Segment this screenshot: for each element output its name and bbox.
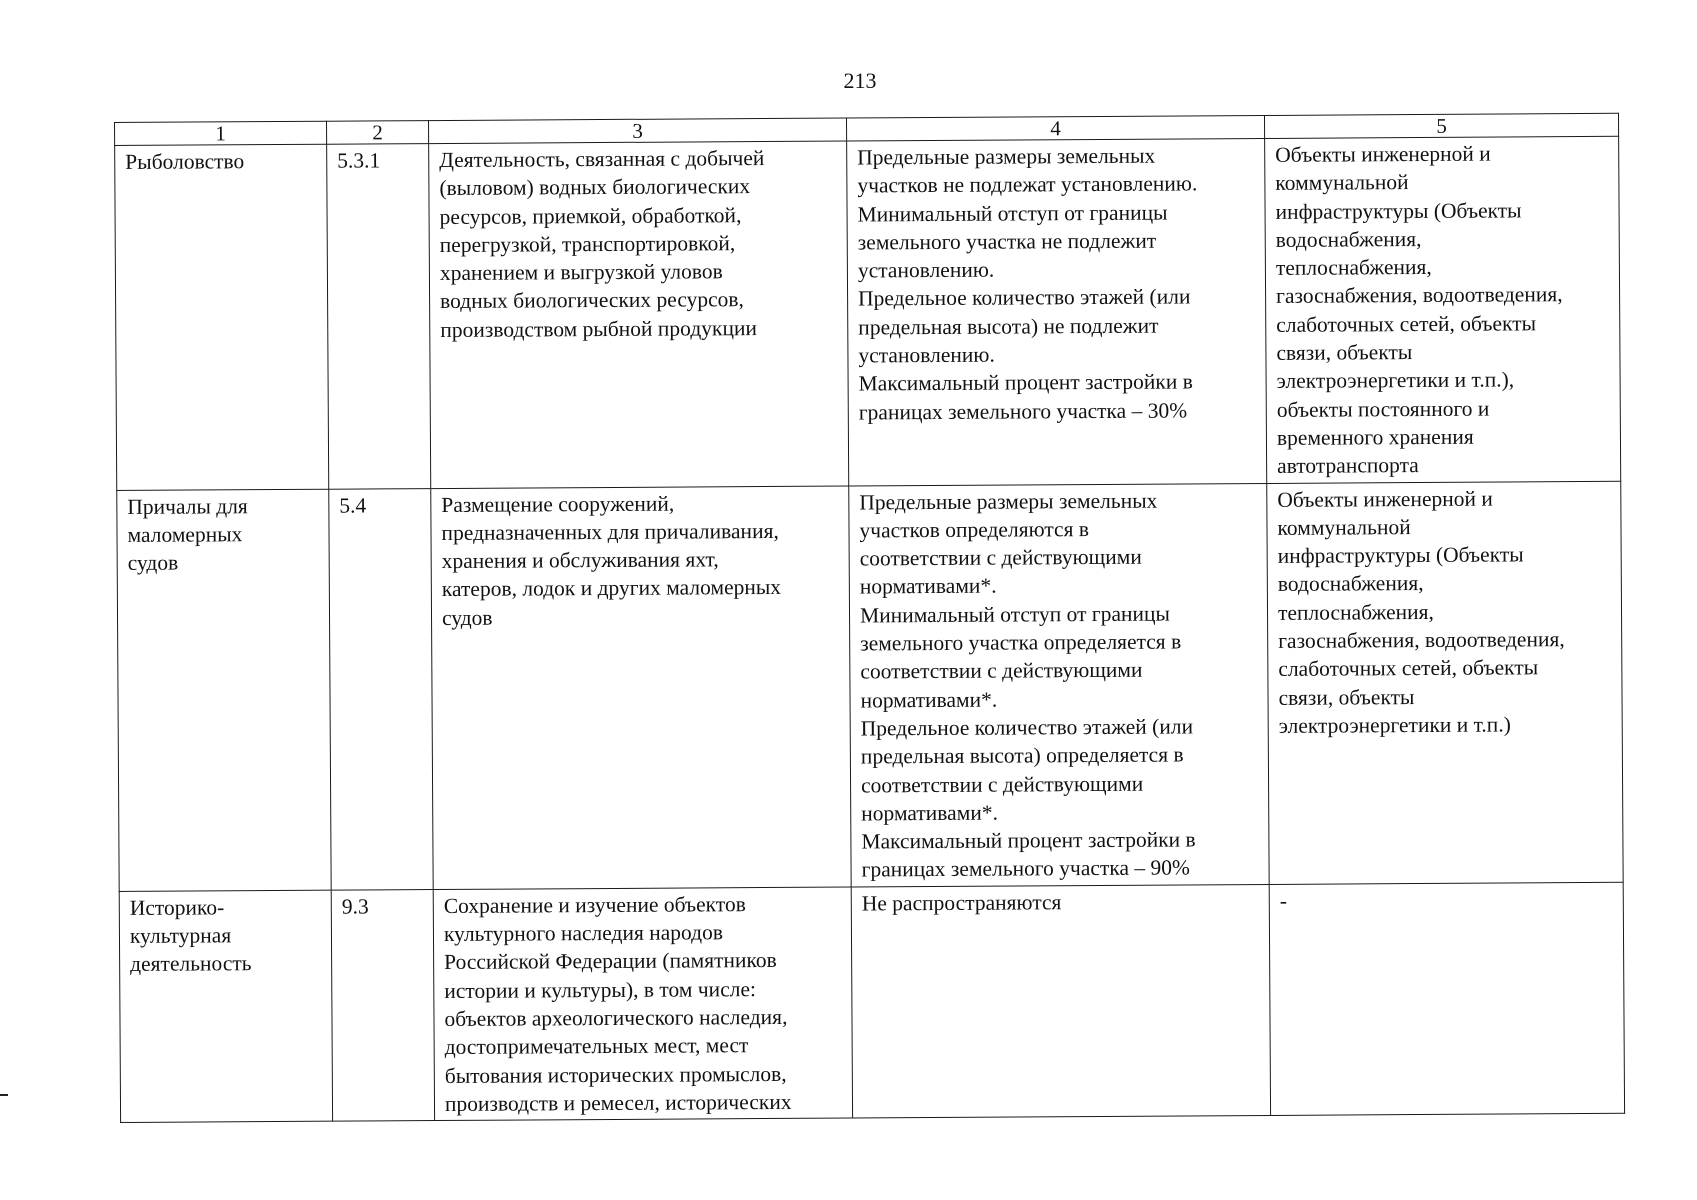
column-header-4: 4 (846, 115, 1264, 141)
parameters-cell: Предельные размеры земельных участков не подлежат установлению. Минимальный отступ от границы земельного участка не подлежит установлению. Предельное количество этажей (или предельная высота) не подлежит установлению. Максимальный процент застройки в границах земельного участка – 30% (847, 138, 1267, 485)
table-row (117, 481, 1623, 891)
use-name-cell: Историко- культурная деятельность (119, 890, 332, 1123)
parameters-cell: Не распространяются (851, 884, 1270, 1118)
use-description-cell: Размещение сооружений, предназначенных для причаливания, хранения и обслуживания яхт, катеров, лодок и других маломерных судов (431, 486, 851, 890)
use-code-cell: 5.3.1 (327, 144, 431, 489)
objects-cell: - (1269, 882, 1624, 1116)
table-row (115, 136, 1621, 490)
use-description-cell: Сохранение и изучение объектов культурного наследия народов Российской Федерации (памятников истории и культуры), в том числе: объектов археологического наследия, достопримечательных мест, мест бытования исторических промыслов, производств и ремесел, исторических (433, 887, 852, 1121)
table-row (119, 882, 1624, 1123)
objects-cell: Объекты инженерной и коммунальной инфраструктуры (Объекты водоснабжения, теплоснабжения, газоснабжения, водоотведения, слаботочных сетей, объекты связи, объекты электроэнергетики и т.п.), объекты постоянного и временного хранения автотранспорта (1265, 136, 1621, 483)
zoning-table (114, 113, 1625, 1123)
parameters-cell: Предельные размеры земельных участков определяются в соответствии с действующими нормативами*. Минимальный отступ от границы земельного участка определяется в соответствии с действующими нормативами*. Предельное количество этажей (или предельная высота) определяется в соответствии с действующими нормативами*. Максимальный процент застройки в границах земельного участка – 90% (849, 483, 1269, 887)
use-code-cell: 9.3 (331, 889, 434, 1121)
margin-mark (0, 1094, 8, 1096)
column-header-5: 5 (1264, 113, 1618, 138)
use-name-cell: Причалы для маломерных судов (117, 489, 331, 891)
use-name-cell: Рыболовство (115, 144, 329, 490)
page-number: 213 (843, 68, 877, 93)
use-description-cell: Деятельность, связанная с добычей (выловом) водных биологических ресурсов, приемкой, обработкой, перегрузкой, транспортировкой, хранением и выгрузкой уловов водных биологических ресурсов, производством рыбной продукции (429, 141, 849, 488)
objects-cell: Объекты инженерной и коммунальной инфраструктуры (Объекты водоснабжения, теплоснабжения, газоснабжения, водоотведения, слаботочных сетей, объекты связи, объекты электроэнергетики и т.п.) (1267, 481, 1623, 884)
column-header-3: 3 (428, 118, 846, 144)
column-header-1: 1 (115, 121, 327, 145)
column-header-2: 2 (326, 121, 428, 145)
use-code-cell: 5.4 (329, 488, 433, 890)
